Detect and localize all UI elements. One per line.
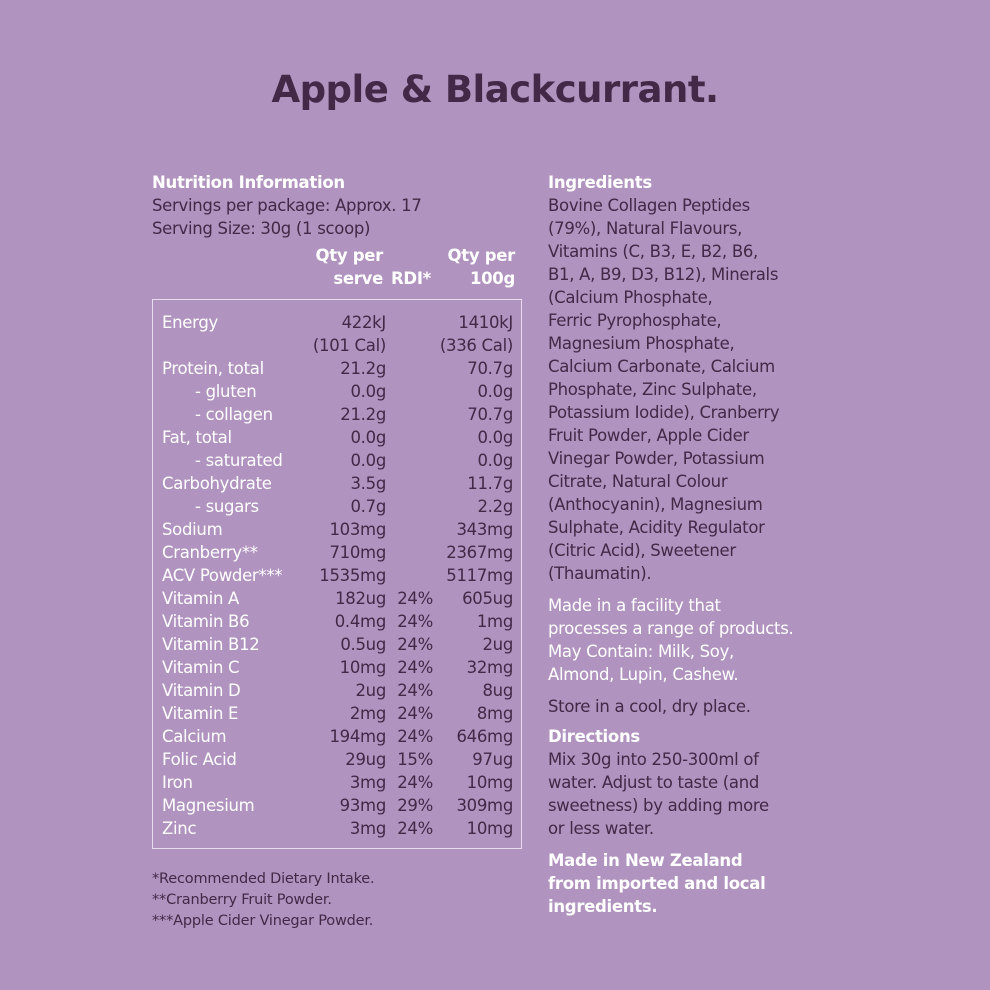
allergen-line: processes a range of products. [548, 619, 794, 638]
servings-per-package: Servings per package: Approx. 17 [152, 196, 422, 215]
row-per100-value: 0.0g [477, 428, 513, 447]
row-per100-value: 70.7g [467, 405, 513, 424]
row-per100-value: 5117mg [446, 566, 513, 585]
info-panel [548, 171, 858, 918]
ingredients-line: Vinegar Powder, Potassium [548, 449, 765, 468]
row-serve-value: 1535mg [319, 566, 386, 585]
footnote-acv: ***Apple Cider Vinegar Powder. [152, 913, 374, 929]
row-serve-value: 93mg [339, 796, 386, 815]
row-serve-value: 710mg [329, 543, 386, 562]
allergen-line: May Contain: Milk, Soy, [548, 642, 734, 661]
row-per100-value: 97ug [472, 750, 513, 769]
footnotes [152, 869, 522, 932]
table-row [162, 426, 513, 449]
ingredients-line: Phosphate, Zinc Sulphate, [548, 380, 757, 399]
ingredients-line: (Calcium Phosphate, [548, 288, 713, 307]
energy-cal-serve: (101 Cal) [312, 336, 386, 355]
column-header-serve [263, 244, 383, 290]
nutrition-panel [152, 171, 522, 932]
table-row [162, 679, 513, 702]
allergen-statement [548, 594, 858, 686]
table-row [162, 564, 513, 587]
column-header-per100-line2: 100g [469, 269, 515, 288]
row-serve-value: 0.5ug [340, 635, 386, 654]
row-per100-value: 11.7g [467, 474, 513, 493]
row-per100-value: 2.2g [477, 497, 513, 516]
ingredients-heading: Ingredients [548, 173, 652, 192]
row-per100-value: 10mg [466, 819, 513, 838]
row-per100-value: 8ug [482, 681, 513, 700]
row-label: Vitamin A [162, 589, 240, 608]
table-row [162, 495, 513, 518]
directions-heading: Directions [548, 727, 640, 746]
directions-line: water. Adjust to taste (and [548, 773, 760, 792]
row-serve-value: 0.7g [350, 497, 386, 516]
row-label: - sugars [195, 497, 259, 516]
row-label: Energy [162, 313, 218, 332]
row-label: ACV Powder*** [162, 566, 283, 585]
row-rdi-value: 24% [397, 635, 433, 654]
ingredients-line: Bovine Collagen Peptides [548, 196, 750, 215]
ingredients-line: Potassium Iodide), Cranberry [548, 403, 780, 422]
row-rdi-value: 24% [397, 658, 433, 677]
nutrition-heading: Nutrition Information [152, 173, 345, 192]
footnote-cranberry: **Cranberry Fruit Powder. [152, 892, 332, 908]
row-serve-value: 0.0g [350, 428, 386, 447]
origin-line: ingredients. [548, 897, 658, 916]
product-title: Apple & Blackcurrant. [271, 68, 719, 111]
row-per100-value: 605ug [462, 589, 513, 608]
row-per100-value: 646mg [456, 727, 513, 746]
ingredients-line: (Citric Acid), Sweetener [548, 541, 736, 560]
ingredients-line: Calcium Carbonate, Calcium [548, 357, 775, 376]
table-row [162, 610, 513, 633]
row-label: - saturated [195, 451, 283, 470]
row-per100-value: 10mg [466, 773, 513, 792]
table-row [162, 656, 513, 679]
energy-kj-serve: 422kJ [341, 313, 386, 332]
row-label: Magnesium [162, 796, 255, 815]
ingredients-line: (79%), Natural Flavours, [548, 219, 743, 238]
row-per100-value: 0.0g [477, 382, 513, 401]
row-label: Iron [162, 773, 193, 792]
table-row [162, 587, 513, 610]
ingredients-line: (Anthocyanin), Magnesium [548, 495, 763, 514]
row-serve-value: 0.4mg [334, 612, 386, 631]
nutrition-table [152, 299, 522, 849]
table-row [162, 541, 513, 564]
row-label: - gluten [195, 382, 257, 401]
storage-instructions: Store in a cool, dry place. [548, 697, 751, 716]
row-serve-value: 29ug [345, 750, 386, 769]
row-per100-value [440, 311, 513, 357]
row-serve-value: 2mg [349, 704, 386, 723]
row-rdi-value: 24% [397, 589, 433, 608]
energy-cal-per100: (336 Cal) [439, 336, 513, 355]
row-label: Vitamin B6 [162, 612, 250, 631]
row-rdi-value: 24% [397, 819, 433, 838]
row-serve-value: 21.2g [340, 359, 386, 378]
row-label: Calcium [162, 727, 227, 746]
directions-line: sweetness) by adding more [548, 796, 769, 815]
row-serve-value: 3.5g [350, 474, 386, 493]
row-serve-value: 21.2g [340, 405, 386, 424]
row-label: Carbohydrate [162, 474, 272, 493]
row-label: Zinc [162, 819, 197, 838]
ingredients-line: Sulphate, Acidity Regulator [548, 518, 765, 537]
ingredients-text [548, 194, 858, 585]
origin-line: from imported and local [548, 874, 766, 893]
row-serve-value: 10mg [339, 658, 386, 677]
column-header-serve-line1: Qty per [315, 246, 383, 265]
row-label: Sodium [162, 520, 223, 539]
ingredients-line: Citrate, Natural Colour [548, 472, 728, 491]
table-row [162, 357, 513, 380]
column-header-per100-line1: Qty per [447, 246, 515, 265]
origin-line: Made in New Zealand [548, 851, 743, 870]
directions-section [548, 725, 858, 840]
row-label: - collagen [195, 405, 273, 424]
row-per100-value: 70.7g [467, 359, 513, 378]
row-per100-value: 2367mg [446, 543, 513, 562]
table-row [162, 633, 513, 656]
row-rdi-value: 24% [397, 727, 433, 746]
row-rdi-value: 24% [397, 612, 433, 631]
row-label: Vitamin D [162, 681, 241, 700]
row-per100-value: 343mg [456, 520, 513, 539]
row-per100-value: 1mg [476, 612, 513, 631]
table-row [162, 449, 513, 472]
row-serve-value: 0.0g [350, 451, 386, 470]
ingredients-line: Fruit Powder, Apple Cider [548, 426, 749, 445]
row-rdi-value: 24% [397, 704, 433, 723]
table-row [162, 472, 513, 495]
ingredients-line: Ferric Pyrophosphate, [548, 311, 722, 330]
row-label: Cranberry** [162, 543, 258, 562]
row-serve-value: 103mg [329, 520, 386, 539]
origin-statement [548, 849, 858, 918]
row-per100-value: 2ug [482, 635, 513, 654]
row-per100-value: 309mg [456, 796, 513, 815]
table-row [162, 311, 513, 357]
ingredients-line: Vitamins (C, B3, E, B2, B6, [548, 242, 758, 261]
row-rdi-value: 29% [397, 796, 433, 815]
row-label: Vitamin B12 [162, 635, 260, 654]
ingredients-line: (Thaumatin). [548, 564, 652, 583]
row-serve-value: 2ug [355, 681, 386, 700]
row-serve-value [313, 311, 386, 357]
table-row [162, 518, 513, 541]
table-row [162, 403, 513, 426]
directions-line: Mix 30g into 250-300ml of [548, 750, 759, 769]
row-per100-value: 8mg [476, 704, 513, 723]
table-row [162, 380, 513, 403]
table-row [162, 817, 513, 840]
table-row [162, 794, 513, 817]
table-row [162, 725, 513, 748]
table-row [162, 771, 513, 794]
row-label: Protein, total [162, 359, 264, 378]
row-label: Vitamin C [162, 658, 240, 677]
row-label: Fat, total [162, 428, 232, 447]
row-serve-value: 3mg [349, 819, 386, 838]
column-header-serve-line2: serve [333, 269, 383, 288]
nutrition-column-headers [152, 244, 522, 292]
allergen-line: Made in a facility that [548, 596, 721, 615]
row-rdi-value: 24% [397, 773, 433, 792]
allergen-line: Almond, Lupin, Cashew. [548, 665, 739, 684]
table-row [162, 748, 513, 771]
row-serve-value: 182ug [335, 589, 386, 608]
directions-line: or less water. [548, 819, 654, 838]
row-rdi-value: 24% [397, 681, 433, 700]
row-per100-value: 0.0g [477, 451, 513, 470]
column-header-per-100g [415, 244, 515, 290]
table-row [162, 702, 513, 725]
energy-kj-per100: 1410kJ [458, 313, 513, 332]
row-label: Vitamin E [162, 704, 239, 723]
row-per100-value: 32mg [466, 658, 513, 677]
serving-size: Serving Size: 30g (1 scoop) [152, 219, 371, 238]
ingredients-line: B1, A, B9, D3, B12), Minerals [548, 265, 779, 284]
row-serve-value: 194mg [329, 727, 386, 746]
column-header-rdi: RDI* [391, 269, 431, 288]
row-serve-value: 3mg [349, 773, 386, 792]
row-label: Folic Acid [162, 750, 237, 769]
directions-text [548, 748, 858, 840]
footnote-rdi: *Recommended Dietary Intake. [152, 871, 375, 887]
row-serve-value: 0.0g [350, 382, 386, 401]
ingredients-line: Magnesium Phosphate, [548, 334, 735, 353]
row-rdi-value: 15% [397, 750, 433, 769]
